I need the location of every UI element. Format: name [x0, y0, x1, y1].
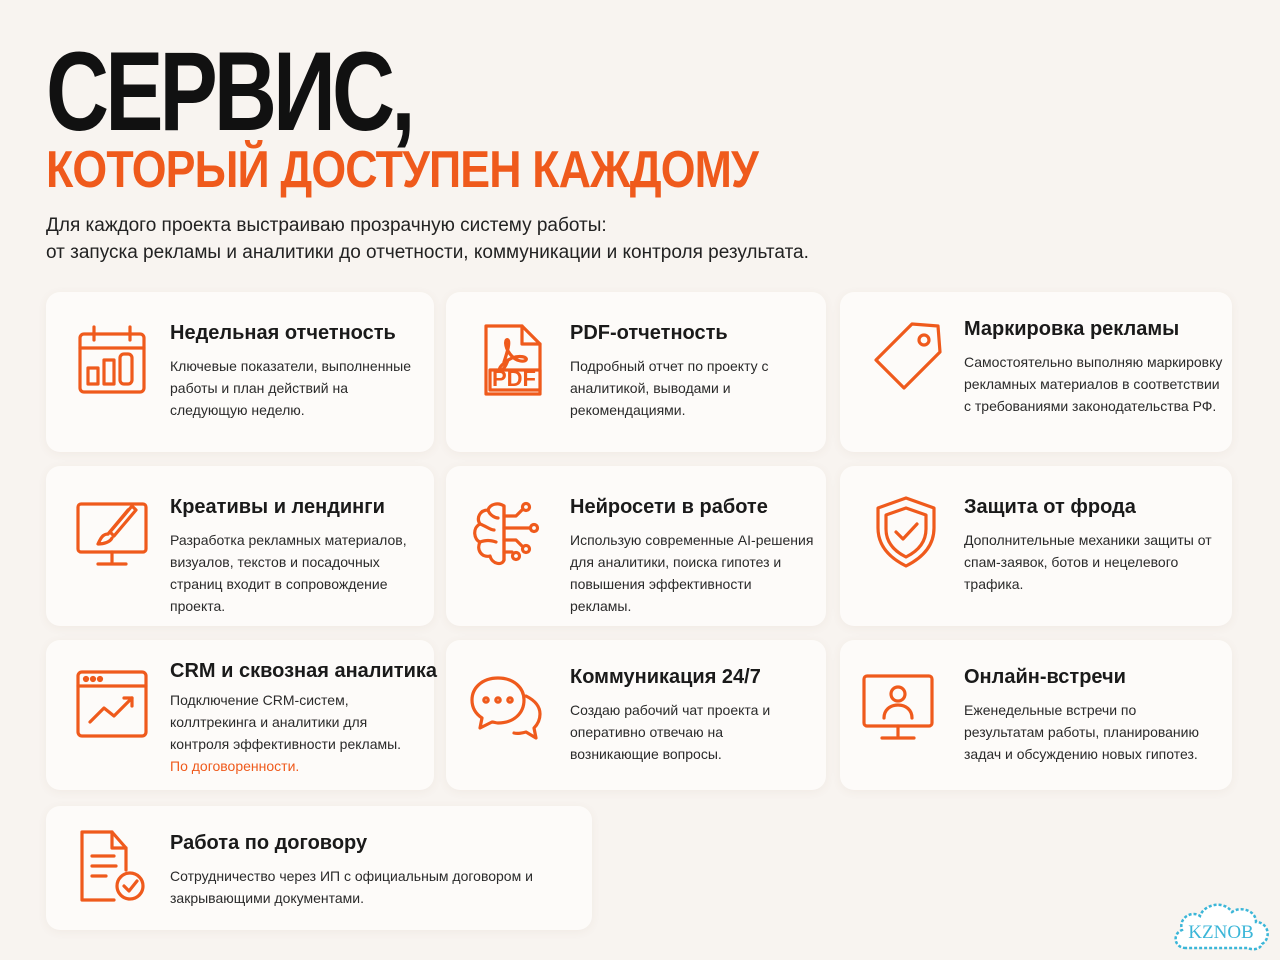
cloud-logo-icon — [1168, 896, 1274, 954]
card-description: Разработка рекламных материалов, визуалов, текстов и посадочных страниц входит в сопровождение проекта. — [170, 532, 407, 614]
intro-line-1: Для каждого проекта выстраиваю прозрачную систему работы: — [46, 215, 607, 236]
brain-circuit-icon — [468, 496, 544, 572]
card-fraud-protection — [840, 466, 1232, 626]
calendar-icon — [74, 322, 150, 398]
card-title: Креативы и лендинги — [170, 496, 385, 518]
card-description — [170, 689, 410, 777]
video-call-icon — [860, 670, 936, 746]
browser-chart-icon — [74, 666, 150, 742]
kznob-watermark — [1168, 896, 1274, 954]
card-title: Недельная отчетность — [170, 322, 396, 344]
card-description: Использую современные AI-решения для аналитики, поиска гипотез и повышения эффективности рекламы. — [570, 532, 814, 614]
card-description: Сотрудничество через ИП с официальным договором и закрывающими документами. — [170, 868, 533, 906]
card-pdf-report — [446, 292, 826, 452]
card-ad-labeling — [840, 292, 1232, 452]
monitor-brush-icon — [74, 496, 150, 572]
card-title: Маркировка рекламы — [964, 318, 1180, 340]
intro-text — [46, 212, 809, 266]
card-crm — [46, 640, 437, 790]
card-description: Еженедельные встречи по результатам работы, планированию задач и обсуждению новых гипотез. — [964, 702, 1199, 762]
card-title: PDF-отчетность — [570, 322, 728, 344]
page-title: СЕРВИС, — [46, 29, 412, 154]
card-title: Онлайн-встречи — [964, 666, 1126, 688]
card-description-text: Подключение CRM-систем, коллтрекинга и аналитики для контроля эффективности рекламы. — [170, 692, 402, 752]
card-creatives — [46, 466, 434, 626]
price-tag-icon — [868, 318, 944, 394]
chat-bubbles-icon — [468, 670, 544, 746]
card-title: CRM и сквозная аналитика — [170, 660, 437, 682]
contract-check-icon — [74, 826, 150, 902]
pdf-label: PDF — [492, 366, 536, 391]
card-description: Создаю рабочий чат проекта и оперативно отвечаю на возникающие вопросы. — [570, 702, 771, 762]
shield-check-icon — [868, 494, 944, 570]
card-note: По договоренности. — [170, 758, 300, 774]
card-title: Защита от фрода — [964, 496, 1136, 518]
card-description: Дополнительные механики защиты от спам-заявок, ботов и нецелевого трафика. — [964, 532, 1212, 592]
card-title: Коммуникация 24/7 — [570, 666, 761, 688]
card-description: Ключевые показатели, выполненные работы и план действий на следующую неделю. — [170, 358, 412, 418]
card-weekly-report — [46, 292, 434, 452]
card-communication — [446, 640, 826, 790]
intro-line-2: от запуска рекламы и аналитики до отчетности, коммуникации и контроля результата. — [46, 242, 809, 263]
page-subtitle: КОТОРЫЙ ДОСТУПЕН КАЖДОМУ — [46, 141, 758, 199]
card-description: Самостоятельно выполняю маркировку рекламных материалов в соответствии с требованиями законодательства РФ. — [964, 354, 1223, 414]
card-title: Нейросети в работе — [570, 496, 768, 518]
card-title: Работа по договору — [170, 832, 368, 854]
pdf-document-icon — [474, 322, 550, 398]
card-contract — [46, 806, 592, 930]
card-online-meetings — [840, 640, 1232, 790]
card-description: Подробный отчет по проекту с аналитикой, выводами и рекомендациями. — [570, 358, 769, 418]
watermark-text: KZNOB — [1188, 922, 1254, 943]
card-ai — [446, 466, 826, 626]
